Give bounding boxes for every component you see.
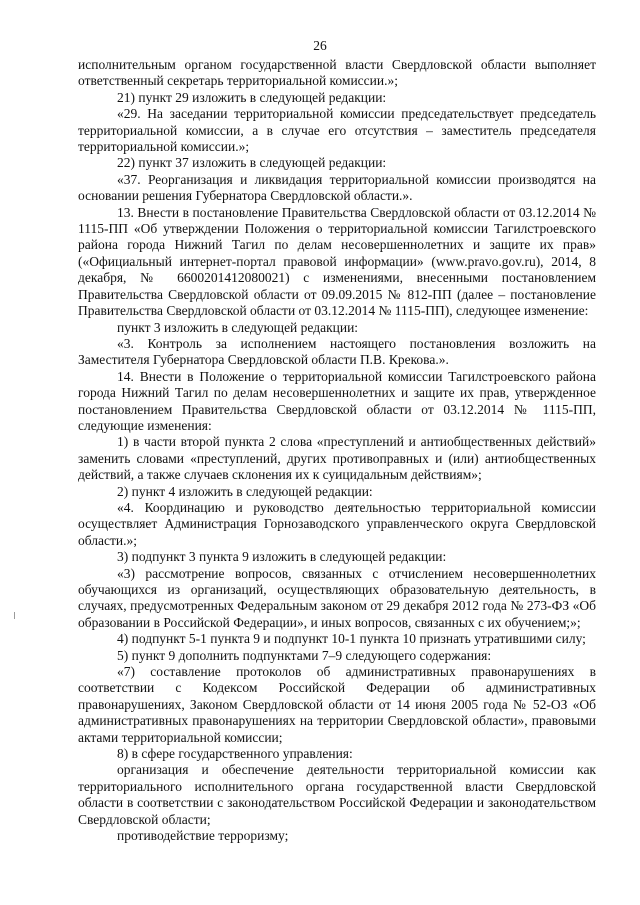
paragraph: исполнительным органом государственной власти Свердловской области выполняет ответственный секретарь территориальной комиссии.»; [78,57,596,89]
paragraph: «37. Реорганизация и ликвидация территориальной комиссии производятся на основании решения Губернатора Свердловской области.». [78,171,596,204]
paragraph: 5) пункт 9 дополнить подпунктами 7–9 следующего содержания: [117,647,492,663]
paragraph: 8) в сфере государственного управления: [117,746,353,762]
paragraph: «7) составление протоколов об административных правонарушениях в соответствии с Кодексом Российской Федерации об административных правонарушениях, Законом Свердловской области от 14 июня 2005 года № 52-ОЗ «Об административных правонарушениях на территории Свердловской области», правовыми актами территориальной комиссии; [78,664,596,745]
paragraph: 1) в части второй пункта 2 слова «преступлений и антиобщественных действий» заменить словами «преступлений, других противоправных и (или) антиобщественных действий, а также случаев склонения их к суицидальным действиям»; [78,434,596,483]
paragraph: 4) подпункт 5-1 пункта 9 и подпункт 10-1 пункта 10 признать утратившими силу; [117,631,586,647]
paragraph: 3) подпункт 3 пункта 9 изложить в следующей редакции: [117,549,447,565]
paragraph: 14. Внести в Положение о территориальной комиссии Тагилстроевского района города Нижний Тагил по делам несовершеннолетних и защите их прав, утвержденное постановлением Правительства Свердловской области от 03.12.2014 № 1115-ПП, следующие изменения: [78,368,596,433]
paragraph: «3) рассмотрение вопросов, связанных с отчислением несовершеннолетних обучающихся из организаций, осуществляющих образовательную деятельность, в случаях, предусмотренных Федеральным законом от 29 декабря 2012 года № 273-ФЗ «Об образовании в Российской Федерации», и иных вопросов, связанных с их обучением;»; [78,565,596,630]
page-number: 26 [313,38,327,53]
paragraph: «3. Контроль за исполнением настоящего постановления возложить на Заместителя Губернатора Свердловской области П.В. Крекова.». [78,335,596,368]
document-body [78,57,596,845]
paragraph: 22) пункт 37 изложить в следующей редакции: [117,155,387,171]
paragraph: пункт 3 изложить в следующей редакции: [117,319,359,335]
margin-mark [14,612,17,619]
paragraph: противодействие терроризму; [117,828,289,844]
paragraph: «29. На заседании территориальной комиссии председательствует председатель территориальной комиссии, а в случае его отсутствия – заместитель председателя территориальной комиссии.»; [78,106,596,155]
paragraph: организация и обеспечение деятельности территориальной комиссии как территориального исполнительного органа государственной власти Свердловской области в соответствии с законодательством Российской Федерации и законодательством Свердловской области; [78,762,596,827]
paragraph: 2) пункт 4 изложить в следующей редакции: [117,483,373,499]
paragraph: «4. Координацию и руководство деятельностью территориальной комиссии осуществляет Администрация Горнозаводского управленческого округа Свердловской области.»; [78,499,596,548]
paragraph: 21) пункт 29 изложить в следующей редакции: [117,89,387,105]
paragraph: 13. Внести в постановление Правительства Свердловской области от 03.12.2014 № 1115-ПП «Об утверждении Положения о территориальной комиссии Тагилстроевского района города Нижний Тагил по делам несовершеннолетних и защите их прав» («Официальный интернет-портал правовой информации» (www.pravo.gov.ru), 2014, 8 декабря, № 6600201412080021) с изменениями, внесенными постановлением Правительства Свердловской области от 09.09.2015 № 812-ПП (далее – постановление Правительства Свердловской области от 03.12.2014 № 1115-ПП), следующее изменение: [78,204,596,319]
